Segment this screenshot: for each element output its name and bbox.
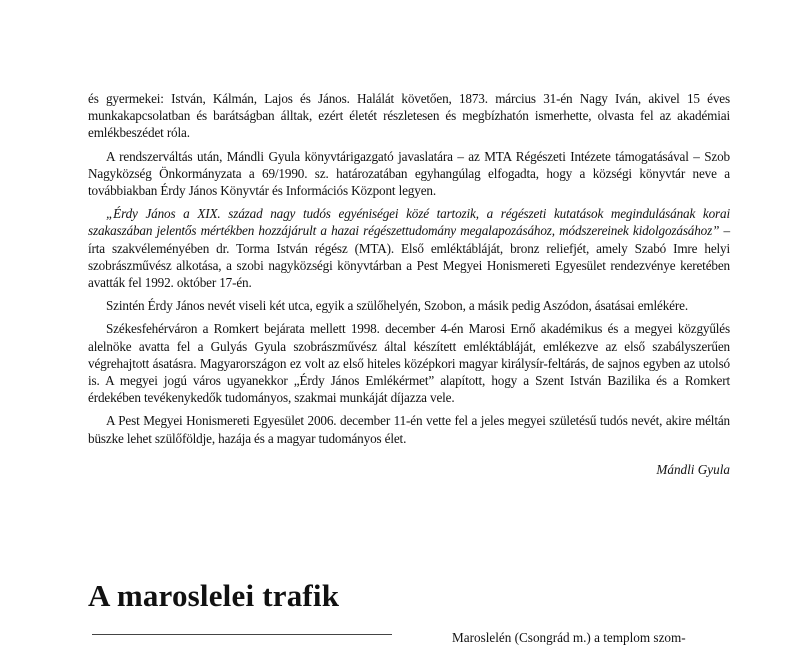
paragraph-6: A Pest Megyei Honismereti Egyesület 2006. december 11-én vette fel a jeles megyei születésű tudós nevét, akire méltán büszke lehet szülőföldje, hazája és a magyar tudományos élet. [88,413,730,446]
next-article-first-line: Maroslelén (Csongrád m.) a templom szom- [452,630,686,645]
paragraph-3-rest: – írta szakvéleményében dr. Torma István régész (MTA). Első emléktábláját, bronz reliefjét, amely Szabó Imre helyi szobrászművész alkotása, a szobi nagyközségi könyvtárban a Pest Megyei Honismereti Egyesület rendezvénye keretében avatták fel 1992. október 17-én. [88,223,730,291]
paragraph-1: és gyermekei: István, Kálmán, Lajos és János. Halálát követően, 1873. március 31-én Nagy Iván, akivel 15 éves munkakapcsolatban és barátságban álltak, ezért életét részletesen és megbízhatón ismerhette, olvasta fel az akadémiai emlékbeszédet róla. [88,91,730,141]
article-body [88,90,730,453]
paragraph-3 [88,205,730,291]
paragraph-5: Székesfehérváron a Romkert bejárata mellett 1998. december 4-én Marosi Ernő akadémikus és a megyei közgyűlés alelnöke avatta fel a Gulyás Gyula szobrászművész által készített emléktábláját, emlékezve az első szabályszerűen végrehajtott ásatásra. Magyarországon ez volt az első hiteles középkori magyar királysír-feltárás, de sajnos egyben az utolsó is. A megyei jogú város ugyanekkor „Érdy János Emlékérmet” alapított, hogy a Szent István Bazilika és a Romkert érdekében tevékenykedők tudományos, szakmai munkáját díjazza vele. [88,321,730,406]
quote-text: „Érdy János a XIX. század nagy tudós egyéniségei közé tartozik, a régészeti kutatások megindulásának korai szakaszában jelentős mértékben hozzájárult a hazai régészettudomány megalapozásához, módszereinek kidolgozásához” [88,206,730,239]
column-divider-rule [92,634,392,635]
paragraph-4: Szintén Érdy János nevét viseli két utca, egyik a szülőhelyén, Szobon, a másik pedig Aszódon, ásatásai emlékére. [106,298,688,314]
paragraph-2: A rendszerváltás után, Mándli Gyula könyvtárigazgató javaslatára – az MTA Régészeti Intézete támogatásával – Szob Nagyközség Önkormányzata a 69/1990. sz. határozatában egyhangúlag elfogadta, hogy a községi könyvtár neve a továbbiakban Érdy János Könyvtár és Információs Központ legyen. [88,148,730,199]
author-signature: Mándli Gyula [656,462,730,477]
next-article-title: A maroslelei trafik [88,578,340,613]
